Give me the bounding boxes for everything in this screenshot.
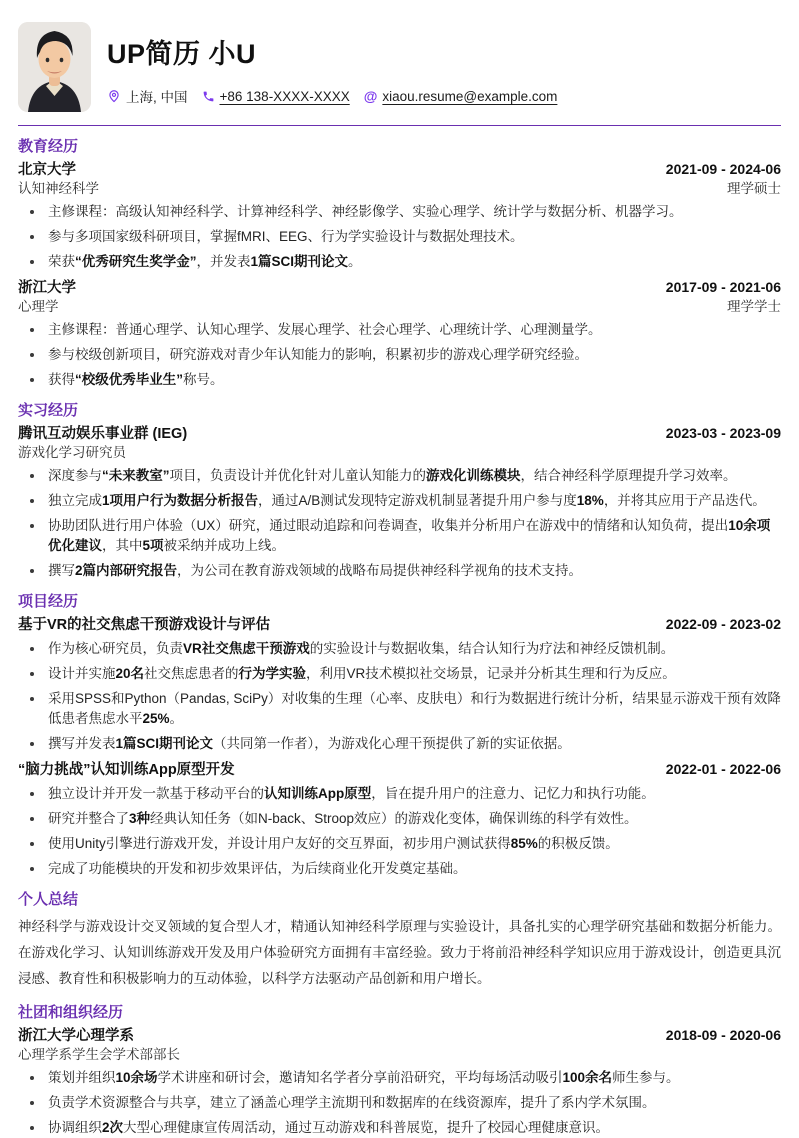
bullet-item: 作为核心研究员，负责VR社交焦虑干预游戏的实验设计与数据收集，结合认知行为疗法和神经反馈机制。 bbox=[18, 639, 781, 659]
entry-title: 腾讯互动娱乐事业群 (IEG) bbox=[18, 426, 188, 442]
bullet-item: 参与校级创新项目，研究游戏对青少年认知能力的影响，积累初步的游戏心理学研究经验。 bbox=[18, 345, 781, 365]
resume-section bbox=[18, 889, 781, 992]
section-title: 个人总结 bbox=[18, 891, 79, 908]
bullet-dot bbox=[30, 867, 34, 871]
bullet-item: 撰写并发表1篇SCI期刊论文（共同第一作者），为游戏化心理干预提供了新的实证依据。 bbox=[18, 734, 781, 754]
email-item bbox=[364, 88, 558, 104]
entry-title: “脑力挑战”认知训练App原型开发 bbox=[18, 762, 235, 778]
entry-subrow bbox=[18, 1047, 781, 1063]
bullet-dot bbox=[30, 697, 34, 701]
bullet-dot bbox=[30, 474, 34, 478]
bullet-item: 参与多项国家级科研项目，掌握fMRI、EEG、行为学实验设计与数据处理技术。 bbox=[18, 227, 781, 247]
resume-entry bbox=[18, 616, 781, 754]
section-title: 实习经历 bbox=[18, 402, 79, 419]
phone-item bbox=[202, 89, 350, 104]
bullet-item: 设计并实施20名社交焦虑患者的行为学实验，利用VR技术模拟社交场景，记录并分析其生理和行为反应。 bbox=[18, 664, 781, 684]
location-text: 上海, 中国 bbox=[126, 90, 188, 105]
bullet-dot bbox=[30, 647, 34, 651]
entry-subtitle: 认知神经科学 bbox=[18, 181, 99, 196]
entry-head bbox=[18, 761, 781, 779]
resume-section bbox=[18, 591, 781, 879]
resume-entry bbox=[18, 279, 781, 390]
entry-head bbox=[18, 1027, 781, 1045]
section-title: 项目经历 bbox=[18, 593, 79, 610]
phone-link[interactable]: +86 138-XXXX-XXXX bbox=[219, 88, 350, 104]
entry-date: 2023-03 - 2023-09 bbox=[665, 425, 781, 441]
bullet-item: 撰写2篇内部研究报告，为公司在教育游戏领域的战略布局提供神经科学视角的技术支持。 bbox=[18, 561, 781, 581]
entry-date: 2022-01 - 2022-06 bbox=[665, 761, 781, 777]
bullet-item: 使用Unity引擎进行游戏开发，并设计用户友好的交互界面，初步用户测试获得85%的积极反馈。 bbox=[18, 834, 781, 854]
bullet-dot bbox=[30, 672, 34, 676]
section-title: 教育经历 bbox=[18, 138, 79, 155]
bullet-item: 采用SPSS和Python（Pandas, SciPy）对收集的生理（心率、皮肤电）和行为数据进行统计分析，结果显示游戏干预有效降低患者焦虑水平25%。 bbox=[18, 689, 781, 729]
summary-paragraph: 神经科学与游戏设计交叉领域的复合型人才，精通认知神经科学原理与实验设计，具备扎实的心理学研究基础和数据分析能力。在游戏化学习、认知训练游戏开发及用户体验研究方面拥有丰富经验。致力于将前沿神经科学知识应用于游戏设计，创造更具沉浸感、教育性和积极影响力的互动体验，以科学方法驱动产品创新和用户增长。 bbox=[18, 919, 781, 986]
header-divider bbox=[18, 125, 781, 126]
entry-title: 基于VR的社交焦虑干预游戏设计与评估 bbox=[18, 617, 271, 633]
bullet-dot bbox=[30, 328, 34, 332]
bullet-item: 策划并组织10余场学术讲座和研讨会，邀请知名学者分享前沿研究，平均每场活动吸引100余名师生参与。 bbox=[18, 1068, 781, 1088]
bullet-dot bbox=[30, 842, 34, 846]
bullet-item: 独立完成1项用户行为数据分析报告，通过A/B测试发现特定游戏机制显著提升用户参与度18%，并将其应用于产品迭代。 bbox=[18, 491, 781, 511]
entry-title: 浙江大学 bbox=[18, 280, 76, 296]
bullet-item: 荣获“优秀研究生奖学金”，并发表1篇SCI期刊论文。 bbox=[18, 252, 781, 272]
resume-section bbox=[18, 136, 781, 390]
resume-header bbox=[18, 0, 781, 112]
entry-date: 2018-09 - 2020-06 bbox=[665, 1027, 781, 1043]
location-pin-icon bbox=[107, 89, 121, 103]
resume-sections bbox=[18, 136, 781, 1138]
bullet-dot bbox=[30, 1101, 34, 1105]
entry-subrow bbox=[18, 445, 781, 461]
at-icon: @ bbox=[363, 88, 378, 104]
bullet-dot bbox=[30, 1126, 34, 1130]
bullet-dot bbox=[30, 817, 34, 821]
bullet-item: 负责学术资源整合与共享，建立了涵盖心理学主流期刊和数据库的在线资源库，提升了系内学术氛围。 bbox=[18, 1093, 781, 1113]
resume-entry bbox=[18, 1027, 781, 1138]
candidate-name: UP简历 小U bbox=[107, 39, 257, 69]
bullet-list bbox=[18, 1068, 781, 1138]
entry-head bbox=[18, 425, 781, 443]
entry-head bbox=[18, 616, 781, 634]
entry-subtitle: 心理学 bbox=[18, 299, 59, 314]
bullet-dot bbox=[30, 569, 34, 573]
bullet-item: 完成了功能模块的开发和初步效果评估，为后续商业化开发奠定基础。 bbox=[18, 859, 781, 879]
resume-section bbox=[18, 1002, 781, 1138]
contact-row bbox=[107, 86, 557, 106]
resume-entry bbox=[18, 761, 781, 879]
bullet-dot bbox=[30, 210, 34, 214]
bullet-item: 协助团队进行用户体验（UX）研究，通过眼动追踪和问卷调查，收集并分析用户在游戏中的情绪和认知负荷，提出10余项优化建议，其中5项被采纳并成功上线。 bbox=[18, 516, 781, 556]
email-link[interactable]: xiaou.resume@example.com bbox=[382, 88, 558, 104]
header-info bbox=[107, 22, 557, 106]
bullet-dot bbox=[30, 378, 34, 382]
bullet-list bbox=[18, 466, 781, 581]
resume-entry bbox=[18, 425, 781, 581]
bullet-dot bbox=[30, 524, 34, 528]
bullet-item: 主修课程：高级认知神经科学、计算神经科学、神经影像学、实验心理学、统计学与数据分析、机器学习。 bbox=[18, 202, 781, 222]
profile-photo bbox=[18, 22, 91, 112]
bullet-item: 主修课程：普通心理学、认知心理学、发展心理学、社会心理学、心理统计学、心理测量学。 bbox=[18, 320, 781, 340]
entry-subtitle: 游戏化学习研究员 bbox=[18, 445, 126, 460]
bullet-dot bbox=[30, 235, 34, 239]
bullet-item: 获得“校级优秀毕业生”称号。 bbox=[18, 370, 781, 390]
entry-subrow bbox=[18, 299, 781, 315]
entry-title: 浙江大学心理学系 bbox=[18, 1028, 134, 1044]
bullet-list bbox=[18, 639, 781, 754]
entry-date: 2017-09 - 2021-06 bbox=[665, 279, 781, 295]
bullet-dot bbox=[30, 792, 34, 796]
phone-icon bbox=[202, 90, 215, 103]
bullet-dot bbox=[30, 260, 34, 264]
entry-head bbox=[18, 279, 781, 297]
bullet-dot bbox=[30, 353, 34, 357]
entry-degree: 理学硕士 bbox=[727, 181, 781, 196]
entry-date: 2021-09 - 2024-06 bbox=[665, 161, 781, 177]
bullet-item: 独立设计并开发一款基于移动平台的认知训练App原型，旨在提升用户的注意力、记忆力和执行功能。 bbox=[18, 784, 781, 804]
entry-date: 2022-09 - 2023-02 bbox=[665, 616, 781, 632]
bullet-item: 深度参与“未来教室”项目，负责设计并优化针对儿童认知能力的游戏化训练模块，结合神经科学原理提升学习效率。 bbox=[18, 466, 781, 486]
section-title: 社团和组织经历 bbox=[18, 1004, 124, 1021]
resume-section bbox=[18, 400, 781, 581]
profile-photo-illustration bbox=[18, 22, 91, 112]
bullet-dot bbox=[30, 1076, 34, 1080]
bullet-list bbox=[18, 784, 781, 879]
entry-subtitle: 心理学系学生会学术部部长 bbox=[18, 1047, 180, 1062]
bullet-list bbox=[18, 202, 781, 272]
bullet-dot bbox=[30, 499, 34, 503]
entry-subrow bbox=[18, 181, 781, 197]
entry-degree: 理学学士 bbox=[727, 299, 781, 314]
bullet-item: 研究并整合了3种经典认知任务（如N-back、Stroop效应）的游戏化变体，确保训练的科学有效性。 bbox=[18, 809, 781, 829]
bullet-list bbox=[18, 320, 781, 390]
resume-entry bbox=[18, 161, 781, 272]
entry-title: 北京大学 bbox=[18, 162, 76, 178]
bullet-dot bbox=[30, 742, 34, 746]
entry-head bbox=[18, 161, 781, 179]
bullet-item: 协调组织2次大型心理健康宣传周活动，通过互动游戏和科普展览，提升了校园心理健康意识。 bbox=[18, 1118, 781, 1138]
location-item bbox=[107, 86, 188, 106]
